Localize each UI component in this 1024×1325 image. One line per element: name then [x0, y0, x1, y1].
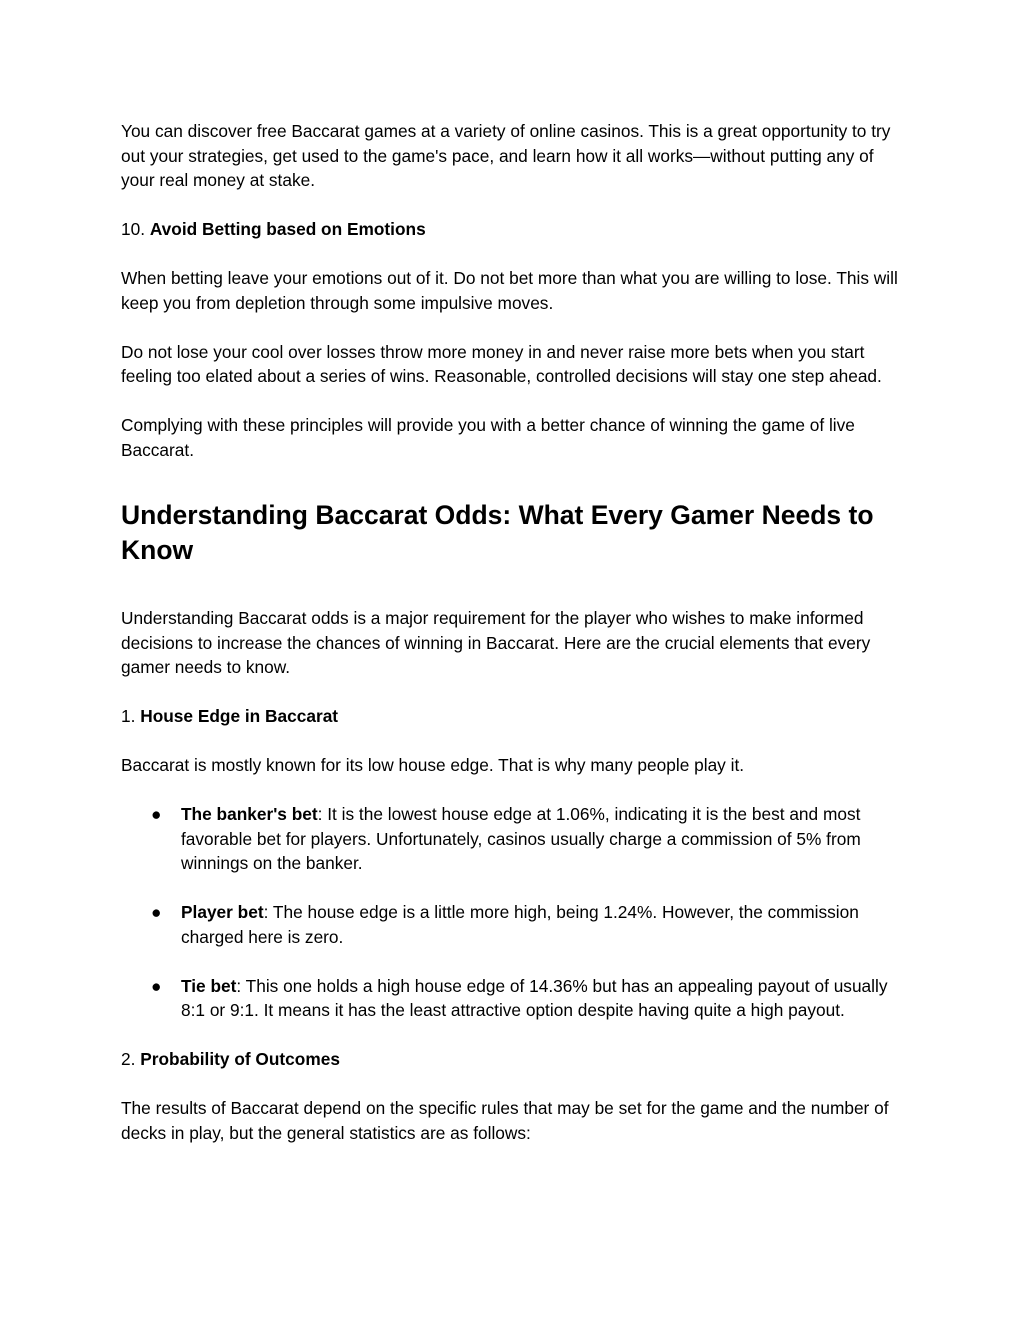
closing-paragraph: Complying with these principles will provide you with a better chance of winning the game of live Baccarat.: [121, 415, 855, 460]
point-1-title: House Edge in Baccarat: [140, 706, 339, 726]
intro-paragraph: You can discover free Baccarat games at a variety of online casinos. This is a great opportunity to try out your strategies, get used to the game's pace, and learn how it all works—without putting any of your real money at stake.: [121, 121, 891, 190]
tip-10-title: Avoid Betting based on Emotions: [149, 219, 426, 239]
banker-bet-term: The banker's bet: [181, 804, 318, 824]
odds-intro-paragraph: Understanding Baccarat odds is a major requirement for the player who wishes to make informed decisions to increase the chances of winning in Baccarat. Here are the crucial elements that every gamer needs to know.: [121, 608, 871, 677]
list-item-player-bet: [121, 900, 905, 949]
bullet-icon: ●: [151, 902, 162, 922]
bet-types-list: [121, 802, 905, 1023]
emotions-paragraph-2: Do not lose your cool over losses throw more money in and never raise more bets when you start feeling too elated about a series of wins. Reasonable, controlled decisions will stay one step ahead.: [121, 341, 882, 386]
point-1-heading: [121, 704, 905, 729]
tie-bet-text: : This one holds a high house edge of 14.36% but has an appealing payout of usually 8:1 or 9:1. It means it has the least attractive option despite having quite a high payout.: [181, 975, 888, 1020]
point-2-title: Probability of Outcomes: [140, 1049, 340, 1069]
tie-bet-term: Tie bet: [181, 975, 237, 996]
document-page: [121, 119, 905, 1145]
point-1-number: 1.: [121, 706, 141, 726]
tip-10-heading: [121, 217, 905, 242]
section-heading: Understanding Baccarat Odds: What Every Gamer Needs to Know: [121, 500, 874, 565]
list-item-banker-bet: [121, 802, 905, 876]
emotions-paragraph-1: When betting leave your emotions out of it. Do not bet more than what you are willing to lose. This will keep you from depletion through some impulsive moves.: [121, 268, 898, 313]
player-bet-text: : The house edge is a little more high, being 1.24%. However, the commission charged here is zero.: [181, 902, 859, 947]
probability-paragraph: The results of Baccarat depend on the specific rules that may be set for the game and the number of decks in play, but the general statistics are as follows:: [121, 1098, 889, 1143]
house-edge-intro: Baccarat is mostly known for its low house edge. That is why many people play it.: [121, 755, 745, 775]
list-item-tie-bet: [121, 974, 905, 1023]
point-2-number: 2.: [121, 1049, 141, 1069]
point-2-heading: [121, 1047, 905, 1072]
bullet-icon: ●: [151, 975, 162, 996]
tip-10-number: 10.: [121, 219, 150, 239]
player-bet-term: Player bet: [181, 902, 264, 922]
banker-bet-text: : It is the lowest house edge at 1.06%, indicating it is the best and most favorable bet for players. Unfortunately, casinos usually charge a commission of 5% from winnings on the banker.: [181, 804, 861, 873]
bullet-icon: ●: [151, 804, 162, 824]
